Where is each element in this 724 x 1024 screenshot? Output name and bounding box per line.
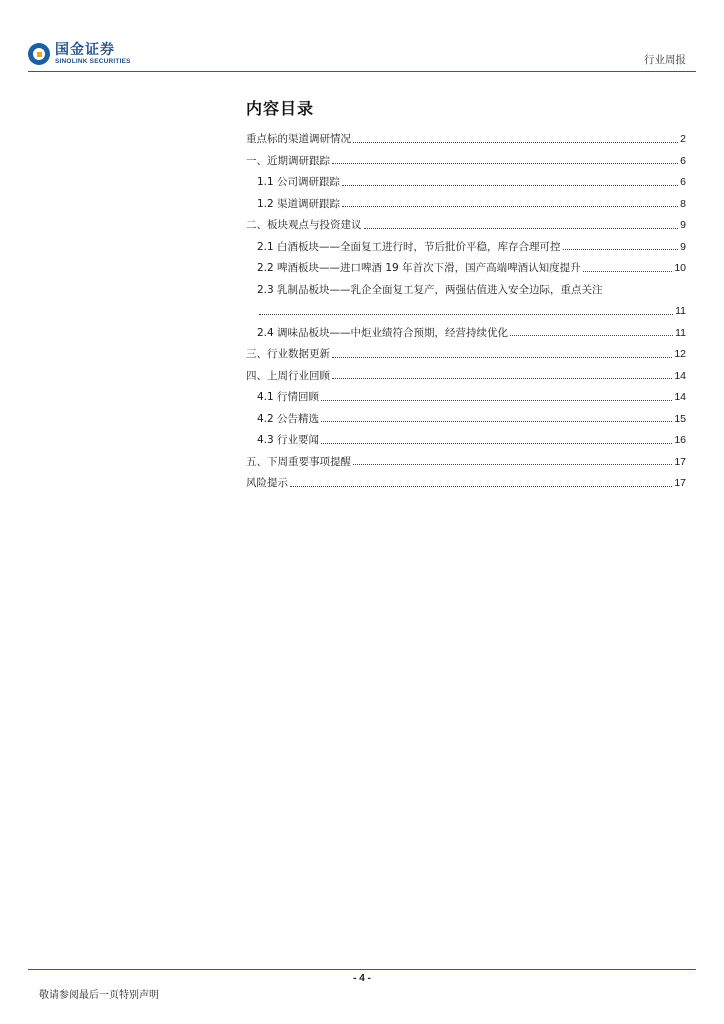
report-type: 行业周报 [644,54,686,66]
table-of-contents [246,124,686,490]
toc-entry-page: 14 [674,391,686,404]
toc-leader [342,206,678,207]
toc-entry-text: 4.1 行情回顾 [257,391,320,404]
toc-entry[interactable] [246,210,686,232]
toc-entry-text: 一、近期调研跟踪 [246,154,330,167]
toc-leader [353,464,672,465]
toc-entry-text: 2.3 乳制品板块——乳企全面复工复产，两强估值进入安全边际，重点关注 [257,283,603,296]
toc-entry-text: 1.1 公司调研跟踪 [257,176,341,189]
toc-entry-page: 14 [674,369,686,382]
toc-entry-page: 9 [680,240,686,253]
toc-entry-text: 二、板块观点与投资建议 [246,219,362,232]
toc-entry[interactable] [246,232,686,254]
footer-divider [28,969,696,970]
toc-entry-page: 6 [680,154,686,167]
toc-leader [259,314,673,315]
toc-entry-page: 10 [674,262,686,275]
toc-leader [583,271,673,272]
toc-leader [563,249,679,250]
toc-title: 内容目录 [246,99,315,118]
toc-leader [332,357,672,358]
footer-disclaimer: 敬请参阅最后一页特别声明 [39,990,159,1001]
toc-entry[interactable] [246,275,686,318]
toc-entry-page: 8 [680,197,686,210]
toc-entry-page: 17 [674,455,686,468]
toc-entry-text: 重点标的渠道调研情况 [246,133,351,146]
toc-entry[interactable] [246,189,686,211]
toc-entry-second-line [257,296,686,318]
toc-entry-text: 2.1 白酒板块——全面复工进行时，节后批价平稳，库存合理可控 [257,240,561,253]
toc-entry-first-line [257,275,686,297]
toc-entry[interactable] [246,404,686,426]
toc-entry[interactable] [246,146,686,168]
toc-entry-page: 15 [674,412,686,425]
toc-entry-text: 三、行业数据更新 [246,348,330,361]
brand-name-en: SINOLINK SECURITIES [55,57,131,65]
toc-entry-page: 16 [674,434,686,447]
toc-leader [321,421,672,422]
toc-leader [332,163,678,164]
toc-entry-text: 2.2 啤酒板块——进口啤酒 19 年首次下滑，国产高端啤酒认知度提升 [257,262,581,275]
toc-entry-page: 11 [675,326,686,339]
toc-entry-text: 4.3 行业要闻 [257,434,320,447]
toc-entry-page: 11 [675,305,686,318]
toc-entry-text: 2.4 调味品板块——中炬业绩符合预期，经营持续优化 [257,326,509,339]
toc-leader [510,335,673,336]
toc-entry-page: 2 [680,133,686,146]
toc-entry[interactable] [246,167,686,189]
page-header [28,40,696,70]
toc-entry-page: 17 [674,477,686,490]
toc-leader [332,378,672,379]
toc-leader [321,443,672,444]
brand-name-cn: 国金证券 [55,41,115,58]
sinolink-logo [28,40,131,68]
toc-entry[interactable] [246,318,686,340]
page-number: - 4 - [353,973,371,984]
toc-entry[interactable] [246,361,686,383]
toc-leader [342,185,678,186]
toc-leader [321,400,672,401]
logo-text [55,43,131,66]
sinolink-logo-icon [28,43,50,65]
toc-leader [364,228,679,229]
toc-entry[interactable] [246,339,686,361]
header-divider [28,71,696,72]
toc-entry-text: 4.2 公告精选 [257,412,320,425]
toc-entry-text: 四、上周行业回顾 [246,369,330,382]
toc-entry-text: 1.2 渠道调研跟踪 [257,197,341,210]
toc-entry[interactable] [246,382,686,404]
toc-entry[interactable] [246,253,686,275]
toc-leader [353,142,678,143]
toc-entry-text: 风险提示 [246,477,288,490]
toc-entry[interactable] [246,425,686,447]
toc-leader [290,486,672,487]
toc-entry[interactable] [246,468,686,490]
toc-entry[interactable] [246,447,686,469]
toc-entry-page: 6 [680,176,686,189]
toc-entry-page: 9 [680,219,686,232]
toc-entry-text: 五、下周重要事项提醒 [246,455,351,468]
toc-entry[interactable] [246,124,686,146]
toc-entry-page: 12 [674,348,686,361]
